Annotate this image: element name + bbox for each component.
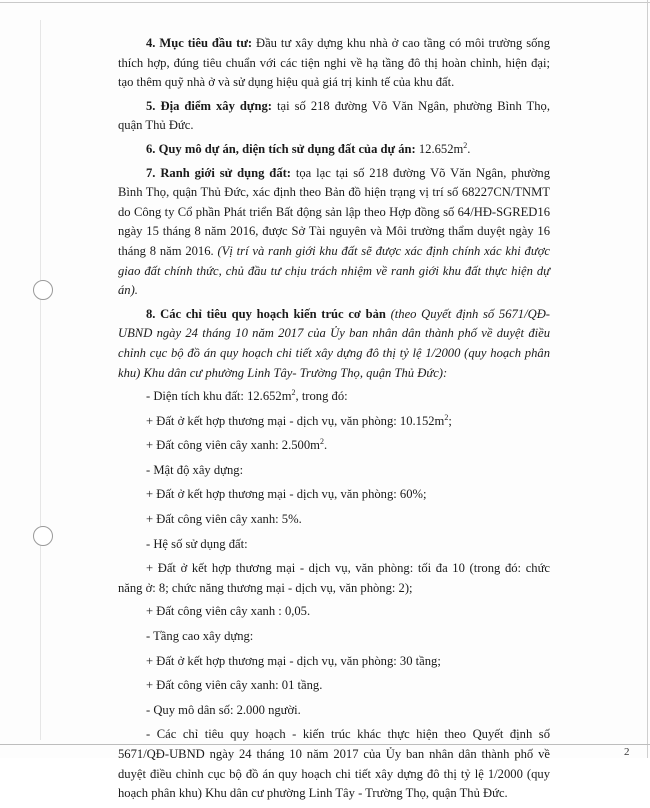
section-investment-goal [118, 34, 550, 93]
scan-edge-left [40, 20, 41, 740]
section-heading: 6. Quy mô dự án, diện tích sử dụng đất của dự án: [146, 141, 416, 156]
superscript: 2 [319, 437, 324, 447]
item-far: - Hệ số sử dụng đất: [146, 536, 248, 551]
document-body [118, 34, 550, 808]
punch-hole-icon [33, 526, 53, 546]
section-planning-criteria [118, 305, 550, 383]
page-number: 2 [624, 746, 630, 758]
item-site-area-mixed: + Đất ở kết hợp thương mại - dịch vụ, văn phòng: $10.152m^2$; [146, 412, 452, 428]
section-heading: 4. Mục tiêu đầu tư: [146, 36, 253, 50]
item-height-mixed: + Đất ở kết hợp thương mại - dịch vụ, văn phòng: 30 tầng; [146, 653, 441, 668]
section-text: tại số 218 đường Võ Văn Ngân, phường Bình Thọ, quận Thủ Đức. [118, 98, 550, 133]
section-boundary [118, 164, 550, 301]
section-text: Đầu tư xây dựng khu nhà ở cao tầng có môi trường sống thích hợp, đúng tiêu chuẩn với các tiện nghi về hạ tầng đô thị hoàn chỉnh, hiện đại; tạo thêm quỹ nhà ở và sử dụng hiệu quả giá trị kinh tế của khu đất. [118, 36, 550, 90]
section-heading: 5. Địa điểm xây dựng: [146, 98, 272, 113]
item-height: - Tầng cao xây dựng: [146, 629, 254, 644]
item-site-area-park: + Đất công viên cây xanh: $2.500m^2$. [146, 437, 328, 453]
item-height-park: + Đất công viên cây xanh: 01 tầng. [146, 678, 323, 693]
section-text-tail: . [467, 141, 471, 156]
superscript: 2 [463, 140, 468, 150]
item-density-park: + Đất công viên cây xanh: 5%. [146, 512, 302, 527]
item-density-mixed: + Đất ở kết hợp thương mại - dịch vụ, văn phòng: 60%; [146, 487, 427, 502]
superscript: 2 [291, 387, 296, 397]
superscript: 2 [444, 412, 449, 422]
scan-edge-right [647, 0, 648, 758]
punch-hole-icon [33, 280, 53, 300]
section-location [118, 97, 550, 136]
section-scale [118, 140, 550, 160]
section-heading: 7. Ranh giới sử dụng đất: [146, 165, 291, 180]
scan-edge-top [0, 2, 650, 3]
item-density: - Mật độ xây dựng: [146, 462, 244, 477]
item-population: - Quy mô dân số: 2.000 người. [146, 702, 301, 717]
section-note: (Vị trí và ranh giới khu đất sẽ được xác định chính xác khi được giao đất chính thức, chủ đầu tư chịu trách nhiệm về ranh giới khu đất thực hiện dự án). [118, 243, 551, 298]
section-text: tọa lạc tại số 218 đường Võ Văn Ngân, phường Bình Thọ, quận Thủ Đức, xác định theo Bản đồ hiện trạng vị trí số 68227CN/TNMT do Công ty Cổ phần Phát triển Bất động sản lập theo Hợp đồng số 64/HĐ-SGRED16 ngày 15 tháng 8 năm 2016, được Sở Tài nguyên và Môi trường thẩm duyệt ngày 16 tháng 8 năm 2016. [118, 165, 550, 258]
item-other-criteria: - Các chỉ tiêu quy hoạch - kiến trúc khác thực hiện theo Quyết định số 5671/QĐ-UBND ngày 24 tháng 10 năm 2017 của Ủy ban nhân dân thành phố về duyệt điều chỉnh cục bộ đồ án quy hoạch chi tiết xây dựng đô thị tỷ lệ 1/2000 (quy hoạch phân khu) Khu dân cư phường Linh Tây - Trường Thọ, quận Thủ Đức. [118, 727, 550, 801]
item-far-mixed: + Đất ở kết hợp thương mại - dịch vụ, văn phòng: tối đa 10 (trong đó: chức năng ở: 8; chức năng thương mại - dịch vụ, văn phòng: 2); [118, 561, 550, 595]
section-heading: 8. Các chỉ tiêu quy hoạch kiến trúc cơ bản [146, 306, 386, 321]
section-note: (theo Quyết định số 5671/QĐ-UBND ngày 24 tháng 10 năm 2017 của Ủy ban nhân dân thành phố về duyệt điều chỉnh cục bộ đồ án quy hoạch chi tiết xây dựng đô thị tỷ lệ 1/2000 (quy hoạch phân khu) Khu dân cư phường Linh Tây- Trường Thọ, quận Thủ Đức): [118, 306, 550, 380]
item-site-area: - Diện tích khu đất: $12.652m^2$, trong đó: [146, 387, 348, 404]
item-far-park: + Đất công viên cây xanh : 0,05. [146, 604, 311, 619]
section-text: 12.652m [415, 141, 464, 156]
